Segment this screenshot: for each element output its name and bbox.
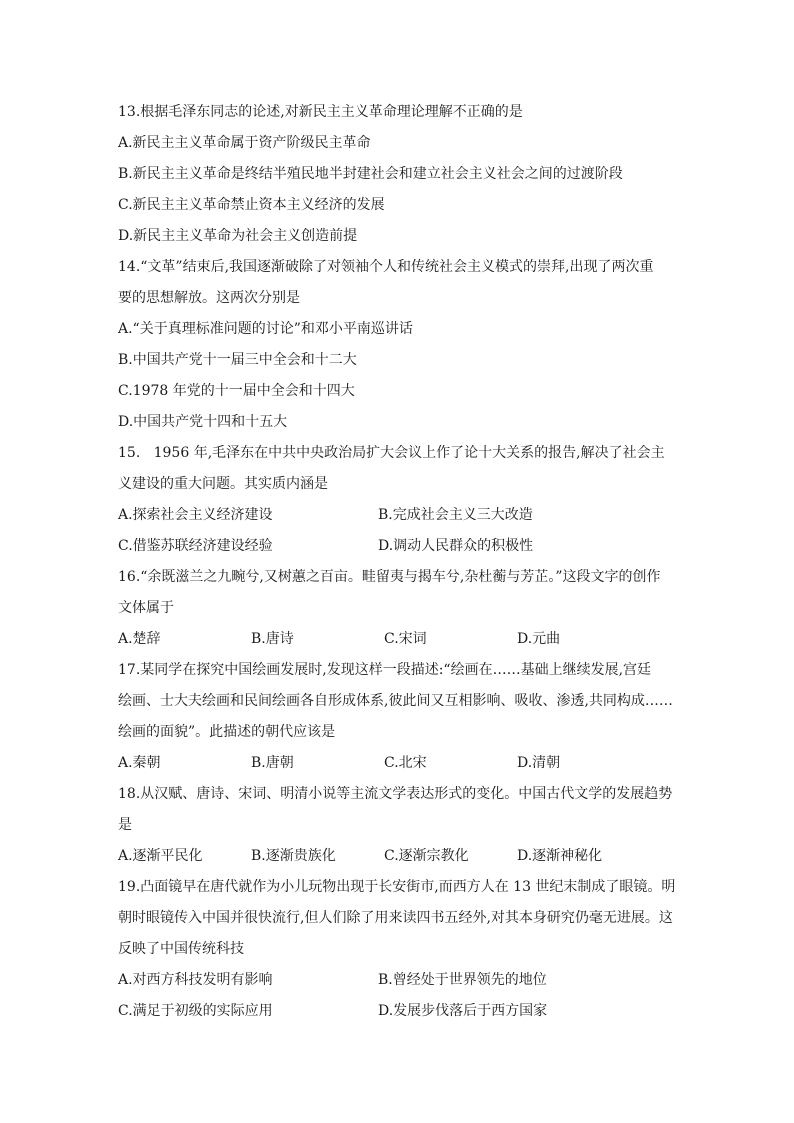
option-c: C.北宋 [384, 755, 427, 771]
option-c: C.宋词 [384, 631, 427, 647]
question-stem: 反映了中国传统科技 [118, 941, 244, 957]
option-a: A.新民主主义革命属于资产阶级民主革命 [118, 135, 371, 151]
option-d: D.发展步伐落后于西方国家 [378, 1003, 548, 1019]
question-15 [118, 442, 678, 566]
option-a: A.楚辞 [118, 631, 161, 647]
question-stem: 15. 1956 年,毛泽东在中共中央政治局扩大会议上作了论十大关系的报告,解决了社会主 [118, 445, 665, 461]
option-b: B.逐渐贵族化 [251, 848, 336, 864]
option-d: D.逐渐神秘化 [517, 848, 603, 864]
option-c: C.满足于初级的实际应用 [118, 1003, 273, 1019]
question-stem: 朝时眼镜传入中国并很快流行,但人们除了用来读四书五经外,对其本身研究仍毫无进展。这 [118, 910, 673, 926]
option-c: C.逐渐宗教化 [384, 848, 469, 864]
options-row [118, 504, 678, 535]
question-stem: 是 [118, 817, 132, 833]
option-a: A.逐渐平民化 [118, 848, 203, 864]
question-stem: 13.根据毛泽东同志的论述,对新民主主义革命理论理解不正确的是 [118, 104, 523, 120]
question-stem: 绘画的面貌”。此描述的朝代应该是 [118, 724, 336, 740]
question-stem: 文体属于 [118, 600, 174, 616]
option-c: C.1978 年党的十一届中全会和十四大 [118, 383, 355, 399]
options-row [118, 752, 678, 783]
question-stem: 17.某同学在探究中国绘画发展时,发现这样一段描述:“绘画在……基础上继续发展,宫廷 [118, 662, 652, 678]
question-stem: 16.“余既滋兰之九畹兮,又树蕙之百亩。畦留夷与揭车兮,杂杜蘅与芳芷。”这段文字的创作 [118, 569, 661, 585]
question-19 [118, 876, 678, 1031]
option-c: C.新民主主义革命禁止资本主义经济的发展 [118, 197, 385, 213]
option-d: D.新民主主义革命为社会主义创造前提 [118, 228, 358, 244]
question-stem: 18.从汉赋、唐诗、宋词、明清小说等主流文学表达形式的变化。中国古代文学的发展趋势 [118, 786, 673, 802]
option-d: D.元曲 [517, 631, 561, 647]
option-b: B.完成社会主义三大改造 [378, 507, 533, 523]
options-row [118, 1000, 678, 1031]
question-17 [118, 659, 678, 783]
option-d: D.中国共产党十四和十五大 [118, 414, 288, 430]
option-b: B.唐朝 [251, 755, 294, 771]
question-stem: 绘画、士大夫绘画和民间绘画各自形成体系,彼此间又互相影响、吸收、渗透,共同构成…… [118, 693, 673, 709]
option-d: D.清朝 [517, 755, 561, 771]
option-a: A.探索社会主义经济建设 [118, 507, 273, 523]
question-13 [118, 101, 678, 256]
options-row [118, 969, 678, 1000]
option-a: A.对西方科技发明有影响 [118, 972, 273, 988]
options-row [118, 845, 678, 876]
option-c: C.借鉴苏联经济建设经验 [118, 538, 273, 554]
option-b: B.曾经处于世界领先的地位 [378, 972, 547, 988]
options-row [118, 628, 678, 659]
option-d: D.调动人民群众的积极性 [378, 538, 534, 554]
option-b: B.新民主主义革命是终结半殖民地半封建社会和建立社会主义社会之间的过渡阶段 [118, 166, 623, 182]
option-a: A.秦朝 [118, 755, 161, 771]
question-stem: 义建设的重大问题。其实质内涵是 [118, 476, 328, 492]
question-16 [118, 566, 678, 659]
option-b: B.唐诗 [251, 631, 294, 647]
options-row [118, 535, 678, 566]
question-stem: 要的思想解放。这两次分别是 [118, 290, 300, 306]
question-stem: 14.“文革”结束后,我国逐渐破除了对领袖个人和传统社会主义模式的崇拜,出现了两次重 [118, 259, 654, 275]
option-b: B.中国共产党十一届三中全会和十二大 [118, 352, 357, 368]
question-18 [118, 783, 678, 876]
question-14 [118, 256, 678, 442]
option-a: A.“关于真理标准问题的讨论”和邓小平南巡讲话 [118, 321, 413, 337]
question-stem: 19.凸面镜早在唐代就作为小儿玩物出现于长安街市,而西方人在 13 世纪末制成了眼镜。明 [118, 879, 676, 895]
question-list [118, 101, 678, 1031]
